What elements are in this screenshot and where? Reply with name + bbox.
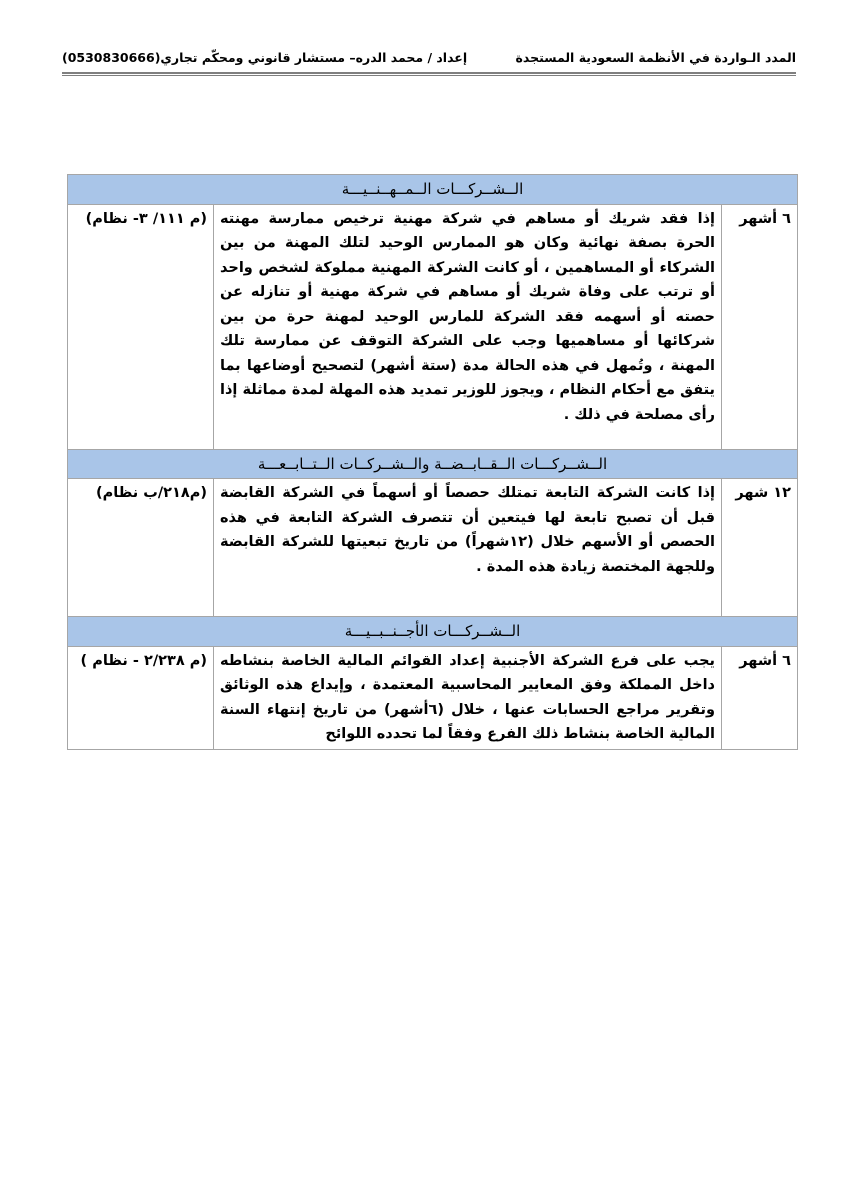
section-header-row bbox=[68, 449, 798, 479]
period-cell: ١٢ شهر bbox=[722, 479, 798, 617]
table-row bbox=[68, 479, 798, 617]
section-heading-professional: الــشــركـــات الــمــهــنــيـــة bbox=[68, 175, 798, 205]
article-reference-cell: (م ١١١/ ٣- نظام) bbox=[68, 204, 214, 449]
section-heading-holding: الــشــركـــات الــقــابــضــة والــشــركــات الــتــابــعـــة bbox=[68, 449, 798, 479]
page-header bbox=[62, 50, 796, 72]
author-credit: إعداد / محمد الدره– مستشار قانوني ومحكّم تجاري(0530830666) bbox=[62, 50, 468, 65]
document-title: المدد الـواردة في الأنظمة السعودية المستجدة bbox=[515, 50, 796, 65]
provision-text-cell: إذا فقد شريك أو مساهم في شركة مهنية ترخيص ممارسة مهنته الحرة بصفة نهائية وكان هو الممارس الوحيد لتلك المهنة من بين الشركاء أو المساهمين ، أو كانت الشركة المهنية مملوكة لشخص واحد أو ترتب على وفاة شريك أو مساهم في شركة مهنية أو تنازله عن حصته أو أسهمه فقد الشركة للمارس الوحيد لمهنة حرة من بين شركائها أو مساهميها وجب على الشركة التوقف عن ممارسة تلك المهنة ، وتُمهل في هذه الحالة مدة (ستة أشهر) لتصحيح أوضاعها بما يتفق مع أحكام النظام ، ويجوز للوزير تمديد هذه المهلة لمدة مماثلة إذا رأى مصلحة في ذلك . bbox=[214, 204, 722, 449]
article-reference-cell: (م٢١٨/ب نظام) bbox=[68, 479, 214, 617]
section-header-row bbox=[68, 175, 798, 205]
periods-table bbox=[67, 174, 798, 750]
header-divider bbox=[62, 72, 796, 76]
provision-text-cell: إذا كانت الشركة التابعة تمتلك حصصاً أو أسهماً في الشركة القابضة قبل أن تصبح تابعة لها فيتعين أن تتصرف الشركة التابعة في هذه الحصص أو الأسهم خلال (١٢شهراً) من تاريخ تبعيتها للشركة القابضة وللجهة المختصة زيادة هذه المدة . bbox=[214, 479, 722, 617]
article-reference-cell: (م ٢/٢٣٨ - نظام ) bbox=[68, 646, 214, 749]
table-row bbox=[68, 646, 798, 749]
provision-text-cell: يجب على فرع الشركة الأجنبية إعداد القوائم المالية الخاصة بنشاطه داخل المملكة وفق المعايير المحاسبية المعتمدة ، وإيداع هذه الوثائق وتقرير مراجع الحسابات عنها ، خلال (٦أشهر) من تاريخ إنتهاء السنة المالية الخاصة بنشاط ذلك الفرع وفقاً لما تحدده اللوائح bbox=[214, 646, 722, 749]
period-cell: ٦ أشهر bbox=[722, 204, 798, 449]
section-header-row bbox=[68, 617, 798, 647]
table-row bbox=[68, 204, 798, 449]
section-heading-foreign: الــشــركـــات الأجــنــبــيـــة bbox=[68, 617, 798, 647]
period-cell: ٦ أشهر bbox=[722, 646, 798, 749]
